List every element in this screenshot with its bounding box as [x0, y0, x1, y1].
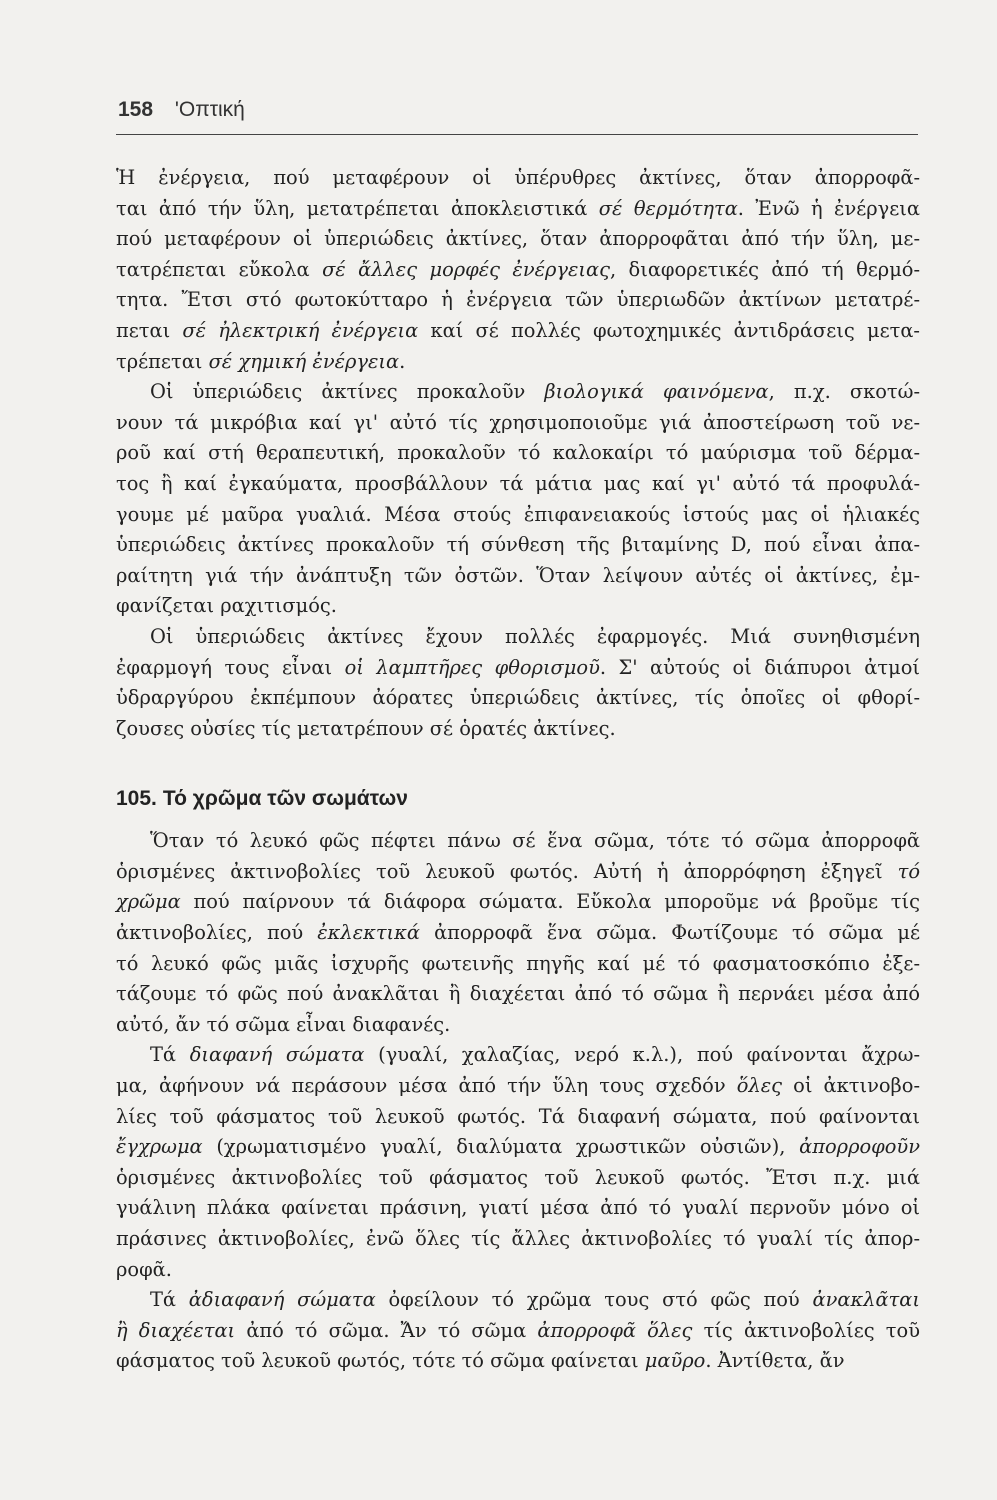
text-run: ἐφαρμογή τους εἶναι: [116, 655, 345, 679]
text-line: [116, 979, 920, 1010]
text-run: πού μεταφέρουν οἱ ὑπεριώδεις ἀκτίνες, ὅταν ἀπορροφᾶται ἀπό τήν ὕλη, με-: [116, 227, 920, 251]
text-line: [116, 1010, 920, 1041]
text-line: [116, 918, 920, 949]
page-header: [118, 98, 245, 122]
text-run: (χρωματισμένο γυαλί, διαλύματα χρωστικῶν οὐσιῶν),: [202, 1135, 800, 1159]
text-run: τάζουμε τό φῶς πού ἀνακλᾶται ἢ διαχέεται ἀπό τό σῶμα ἢ περνάει μέσα ἀπό: [116, 982, 920, 1006]
italic-text: βιολογικά φαινόμενα: [544, 380, 769, 404]
text-line: [116, 826, 920, 857]
italic-text: ὅλες: [736, 1074, 782, 1098]
text-run: τατρέπεται εὔκολα: [116, 257, 323, 281]
italic-text: διαφανή σώματα: [189, 1043, 365, 1067]
text-run: φάσματος τοῦ λευκοῦ φωτός, τότε τό σῶμα φαίνεται: [116, 1349, 645, 1373]
text-run: καί σέ πολλές φωτοχημικές ἀντιδράσεις μετα-: [418, 318, 920, 342]
text-line: [116, 285, 920, 316]
text-line: [116, 561, 920, 592]
paragraph: [116, 826, 920, 1040]
text-run: τίς ἀκτινοβολίες τοῦ: [692, 1318, 920, 1342]
text-run: οἱ ἀκτινοβο-: [782, 1074, 920, 1098]
text-line: [116, 163, 920, 194]
text-run: Οἱ ὑπεριώδεις ἀκτίνες προκαλοῦν: [150, 380, 545, 404]
italic-text: χρῶμα: [116, 890, 181, 914]
text-line: [116, 949, 920, 980]
text-line: [116, 714, 920, 745]
text-run: . Σ' αὐτούς οἱ διάπυροι ἀτμοί: [599, 655, 921, 679]
text-run: ροφᾶ.: [116, 1257, 172, 1281]
text-line: [116, 408, 920, 439]
text-run: ἀκτινοβολίες, πού: [116, 921, 318, 945]
text-run: τρέπεται: [116, 349, 209, 373]
text-line: [116, 1285, 920, 1316]
text-run: ζουσες οὐσίες τίς μετατρέπουν σέ ὁρατές ἀκτίνες.: [116, 716, 616, 740]
text-run: ὁρισμένες ἀκτινοβολίες τοῦ λευκοῦ φωτός. Αὐτή ἡ ἀπορρόφηση ἐξηγεῖ: [116, 859, 898, 883]
text-run: , π.χ. σκοτώ-: [768, 380, 920, 404]
page-body: [116, 163, 920, 1377]
text-run: Ὅταν τό λευκό φῶς πέφτει πάνω σέ ἕνα σῶμα, τότε τό σῶμα ἀπορροφᾶ: [150, 829, 920, 853]
text-run: πράσινες ἀκτινοβολίες, ἐνῶ ὅλες τίς ἄλλες ἀκτινοβολίες τό γυαλί τίς ἀπορ-: [116, 1227, 920, 1250]
text-run: ὑπεριώδεις ἀκτίνες προκαλοῦν τή σύνθεση τῆς βιταμίνης D, πού εἶναι ἀπα-: [116, 533, 920, 557]
italic-text: μαῦρο: [644, 1349, 706, 1373]
text-line: [116, 1224, 920, 1255]
italic-text: σέ ἄλλες μορφές ἐνέργειας: [322, 257, 610, 281]
text-run: πεται: [116, 318, 183, 342]
italic-text: σέ θερμότητα: [598, 196, 738, 220]
text-run: ροῦ καί στή θεραπευτική, προκαλοῦν τό καλοκαίρι τό μαύρισμα τοῦ δέρμα-: [116, 441, 920, 465]
text-line: [116, 1071, 920, 1102]
text-run: γουμε μέ μαῦρα γυαλιά. Μέσα στούς ἐπιφανειακούς ἱστούς μας οἱ ἡλιακές: [116, 502, 920, 526]
italic-text: ἀπορροφᾶ ὅλες: [537, 1318, 693, 1342]
text-line: [116, 857, 920, 888]
text-run: αὐτό, ἄν τό σῶμα εἶναι διαφανές.: [116, 1012, 451, 1036]
text-run: ἀπό τό σῶμα. Ἄν τό σῶμα: [235, 1318, 538, 1342]
text-run: γυάλινη πλάκα φαίνεται πράσινη, γιατί μέσα ἀπό τό γυαλί περνοῦν μόνο οἱ: [116, 1196, 920, 1220]
paragraph: [116, 622, 920, 744]
text-line: [116, 1193, 920, 1224]
italic-text: σέ ἠλεκτρική ἐνέργεια: [182, 318, 419, 342]
italic-text: ἐκλεκτικά: [317, 921, 420, 945]
text-line: [116, 530, 920, 561]
text-line: [116, 591, 920, 622]
text-line: [116, 1255, 920, 1286]
text-run: ἀπορροφᾶ ἕνα σῶμα. Φωτίζουμε τό σῶμα μέ: [419, 921, 921, 945]
text-line: [116, 1040, 920, 1071]
paragraph: [116, 377, 920, 622]
text-run: μα, ἀφήνουν νά περάσουν μέσα ἀπό τήν ὕλη τους σχεδόν: [116, 1074, 737, 1098]
text-run: τό λευκό φῶς μιᾶς ἰσχυρῆς φωτεινῆς πηγῆς καί μέ τό φασματοσκόπιο ἐξε-: [116, 951, 920, 975]
text-line: [116, 1346, 920, 1377]
italic-text: οἱ λαμπτῆρες φθορισμοῦ: [344, 655, 600, 679]
text-run: πού παίρνουν τά διάφορα σώματα. Εὔκολα μποροῦμε νά βροῦμε τίς: [180, 890, 920, 914]
section-title: Τό χρῶμα τῶν σωμάτων: [162, 787, 408, 811]
text-run: . Ἀντίθετα, ἄν: [705, 1349, 845, 1373]
italic-text: σέ χημική ἐνέργεια: [208, 349, 400, 373]
text-run: ὁρισμένες ἀκτινοβολίες τοῦ φάσματος τοῦ λευκοῦ φωτός. Ἔτσι π.χ. μιά: [116, 1165, 920, 1189]
text-run: .: [399, 349, 406, 373]
paragraph: [116, 1040, 920, 1285]
text-line: [116, 500, 920, 531]
text-line: [116, 1102, 920, 1133]
text-line: [116, 683, 920, 714]
text-run: τητα. Ἔτσι στό φωτοκύτταρο ἡ ἐνέργεια τῶν ὑπεριωδῶν ἀκτίνων μετατρέ-: [116, 288, 920, 312]
text-line: [116, 1316, 920, 1347]
italic-text: ἔγχρωμα: [116, 1135, 203, 1159]
text-line: [116, 469, 920, 500]
text-run: ὀφείλουν τό χρῶμα τους στό φῶς πού: [375, 1288, 813, 1312]
text-line: [116, 1132, 920, 1163]
section-number: 105.: [116, 787, 157, 811]
text-line: [116, 377, 920, 408]
text-run: ραίτητη γιά τήν ἀνάπτυξη τῶν ὀστῶν. Ὅταν λείψουν αὐτές οἱ ἀκτίνες, ἐμ-: [116, 563, 920, 587]
text-run: Τά: [150, 1043, 190, 1067]
paragraph: [116, 163, 920, 377]
text-line: [116, 622, 920, 653]
header-rule: [116, 134, 918, 135]
text-line: [116, 887, 920, 918]
text-line: [116, 255, 920, 286]
text-run: τος ἢ καί ἐγκαύματα, προσβάλλουν τά μάτια μας καί γι' αὐτό τά προφυλά-: [116, 471, 920, 495]
page-number: 158: [118, 98, 154, 121]
text-line: [116, 194, 920, 225]
text-run: φανίζεται ραχιτισμός.: [116, 594, 337, 618]
section-heading: [116, 784, 920, 814]
italic-text: ἀπορροφοῦν: [799, 1135, 920, 1159]
text-run: νουν τά μικρόβια καί γι' αὐτό τίς χρησιμοποιοῦμε γιά ἀποστείρωση τοῦ νε-: [116, 410, 920, 434]
text-line: [116, 1163, 920, 1194]
paragraph: [116, 1285, 920, 1377]
running-title: 'Οπτική: [174, 98, 245, 121]
italic-text: τό: [897, 859, 920, 883]
text-line: [116, 316, 920, 347]
text-line: [116, 438, 920, 469]
text-run: ὑδραργύρου ἐκπέμπουν ἀόρατες ὑπεριώδεις ἀκτίνες, τίς ὁποῖες οἱ φθορί-: [116, 686, 920, 710]
text-run: . Ἐνῶ ἡ ἐνέργεια: [737, 196, 921, 220]
text-run: λίες τοῦ φάσματος τοῦ λευκοῦ φωτός. Τά διαφανή σώματα, πού φαίνονται: [116, 1104, 920, 1128]
italic-text: ἢ διαχέεται: [116, 1318, 236, 1342]
italic-text: ἀδιαφανή σώματα: [188, 1288, 376, 1312]
text-run: Οἱ ὑπεριώδεις ἀκτίνες ἔχουν πολλές ἐφαρμογές. Μιά συνηθισμένη: [150, 624, 920, 648]
text-run: ται ἀπό τήν ὕλη, μετατρέπεται ἀποκλειστικά: [116, 196, 599, 220]
italic-text: ἀνακλᾶται: [812, 1288, 920, 1312]
text-run: , διαφορετικές ἀπό τή θερμό-: [609, 257, 921, 281]
text-line: [116, 347, 920, 378]
text-run: Ἡ ἐνέργεια, πού μεταφέρουν οἱ ὑπέρυθρες ἀκτίνες, ὅταν ἀπορροφᾶ-: [116, 166, 920, 189]
text-run: Τά: [150, 1288, 189, 1312]
text-line: [116, 224, 920, 255]
text-line: [116, 653, 920, 684]
text-run: (γυαλί, χαλαζίας, νερό κ.λ.), πού φαίνονται ἄχρω-: [364, 1043, 920, 1067]
